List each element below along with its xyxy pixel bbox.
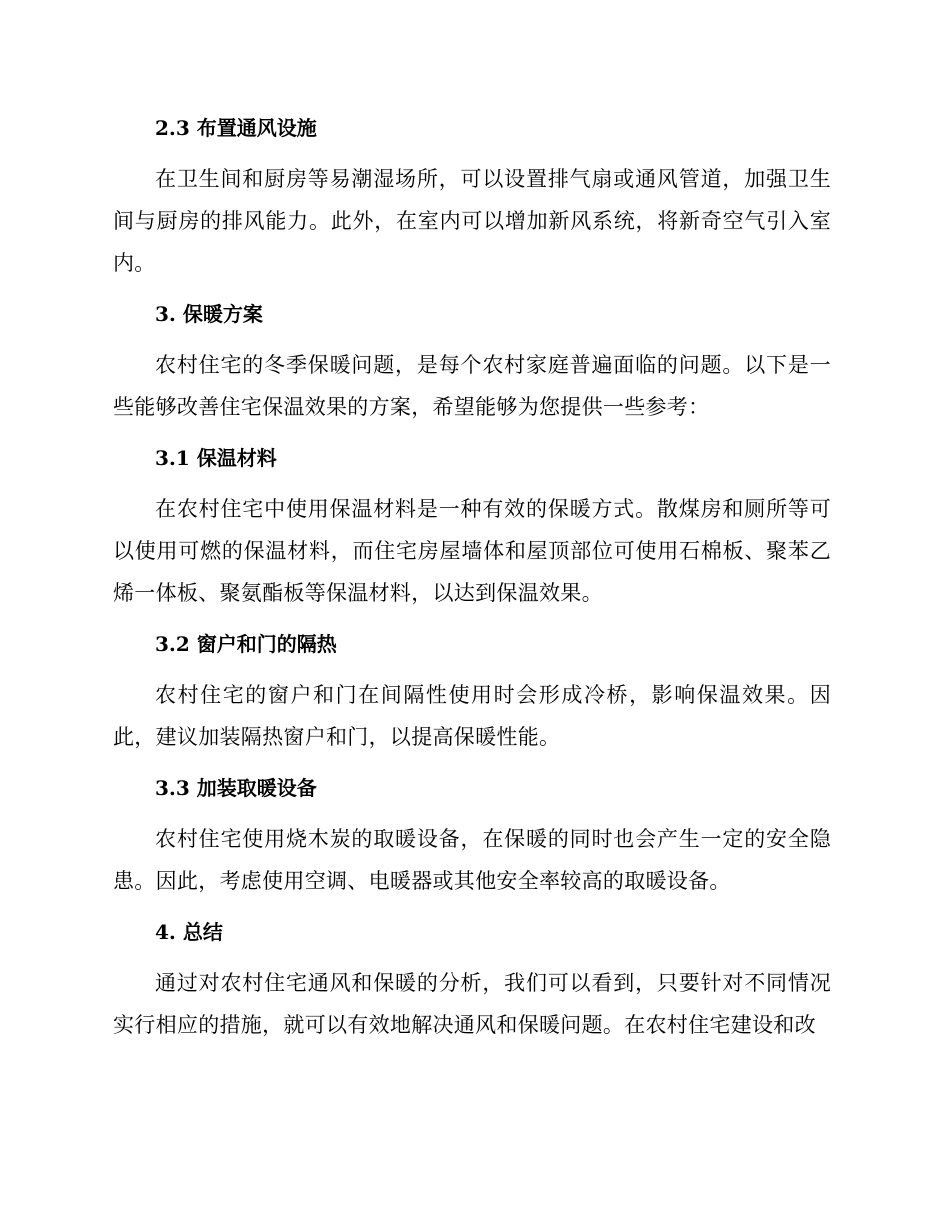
section-heading-4: 4. 总结 (155, 920, 223, 944)
document-body (113, 108, 831, 1056)
paragraph-insulation-materials: 在农村住宅中使用保温材料是一种有效的保暖方式。散煤房和厕所等可以使用可燃的保温材料，而住宅房屋墙体和屋顶部位可使用石棉板、聚苯乙烯一体板、聚氨酯板等保温材料，以达到保温效果。 (113, 497, 831, 605)
paragraph-summary: 通过对农村住宅通风和保暖的分析，我们可以看到，只要针对不同情况实行相应的措施，就可以有效地解决通风和保暖问题。在农村住宅建设和改 (113, 971, 831, 1037)
section-heading-2-3: 2.3 布置通风设施 (155, 116, 317, 140)
paragraph-ventilation-facilities: 在卫生间和厨房等易潮湿场所，可以设置排气扇或通风管道，加强卫生间与厨房的排风能力。此外，在室内可以增加新风系统，将新奇空气引入室内。 (113, 167, 831, 275)
paragraph-window-door-insulation: 农村住宅的窗户和门在间隔性使用时会形成冷桥，影响保温效果。因此，建议加装隔热窗户和门，以提高保暖性能。 (113, 683, 831, 749)
section-heading-3-3: 3.3 加装取暖设备 (155, 776, 317, 800)
section-heading-3: 3. 保暖方案 (155, 302, 263, 326)
paragraph-heating-equipment: 农村住宅使用烧木炭的取暖设备，在保暖的同时也会产生一定的安全隐患。因此，考虑使用空调、电暖器或其他安全率较高的取暖设备。 (113, 827, 831, 893)
paragraph-warming-intro: 农村住宅的冬季保暖问题，是每个农村家庭普遍面临的问题。以下是一些能够改善住宅保温效果的方案，希望能够为您提供一些参考： (113, 353, 831, 419)
section-heading-3-2: 3.2 窗户和门的隔热 (155, 632, 337, 656)
section-heading-3-1: 3.1 保温材料 (155, 446, 277, 470)
